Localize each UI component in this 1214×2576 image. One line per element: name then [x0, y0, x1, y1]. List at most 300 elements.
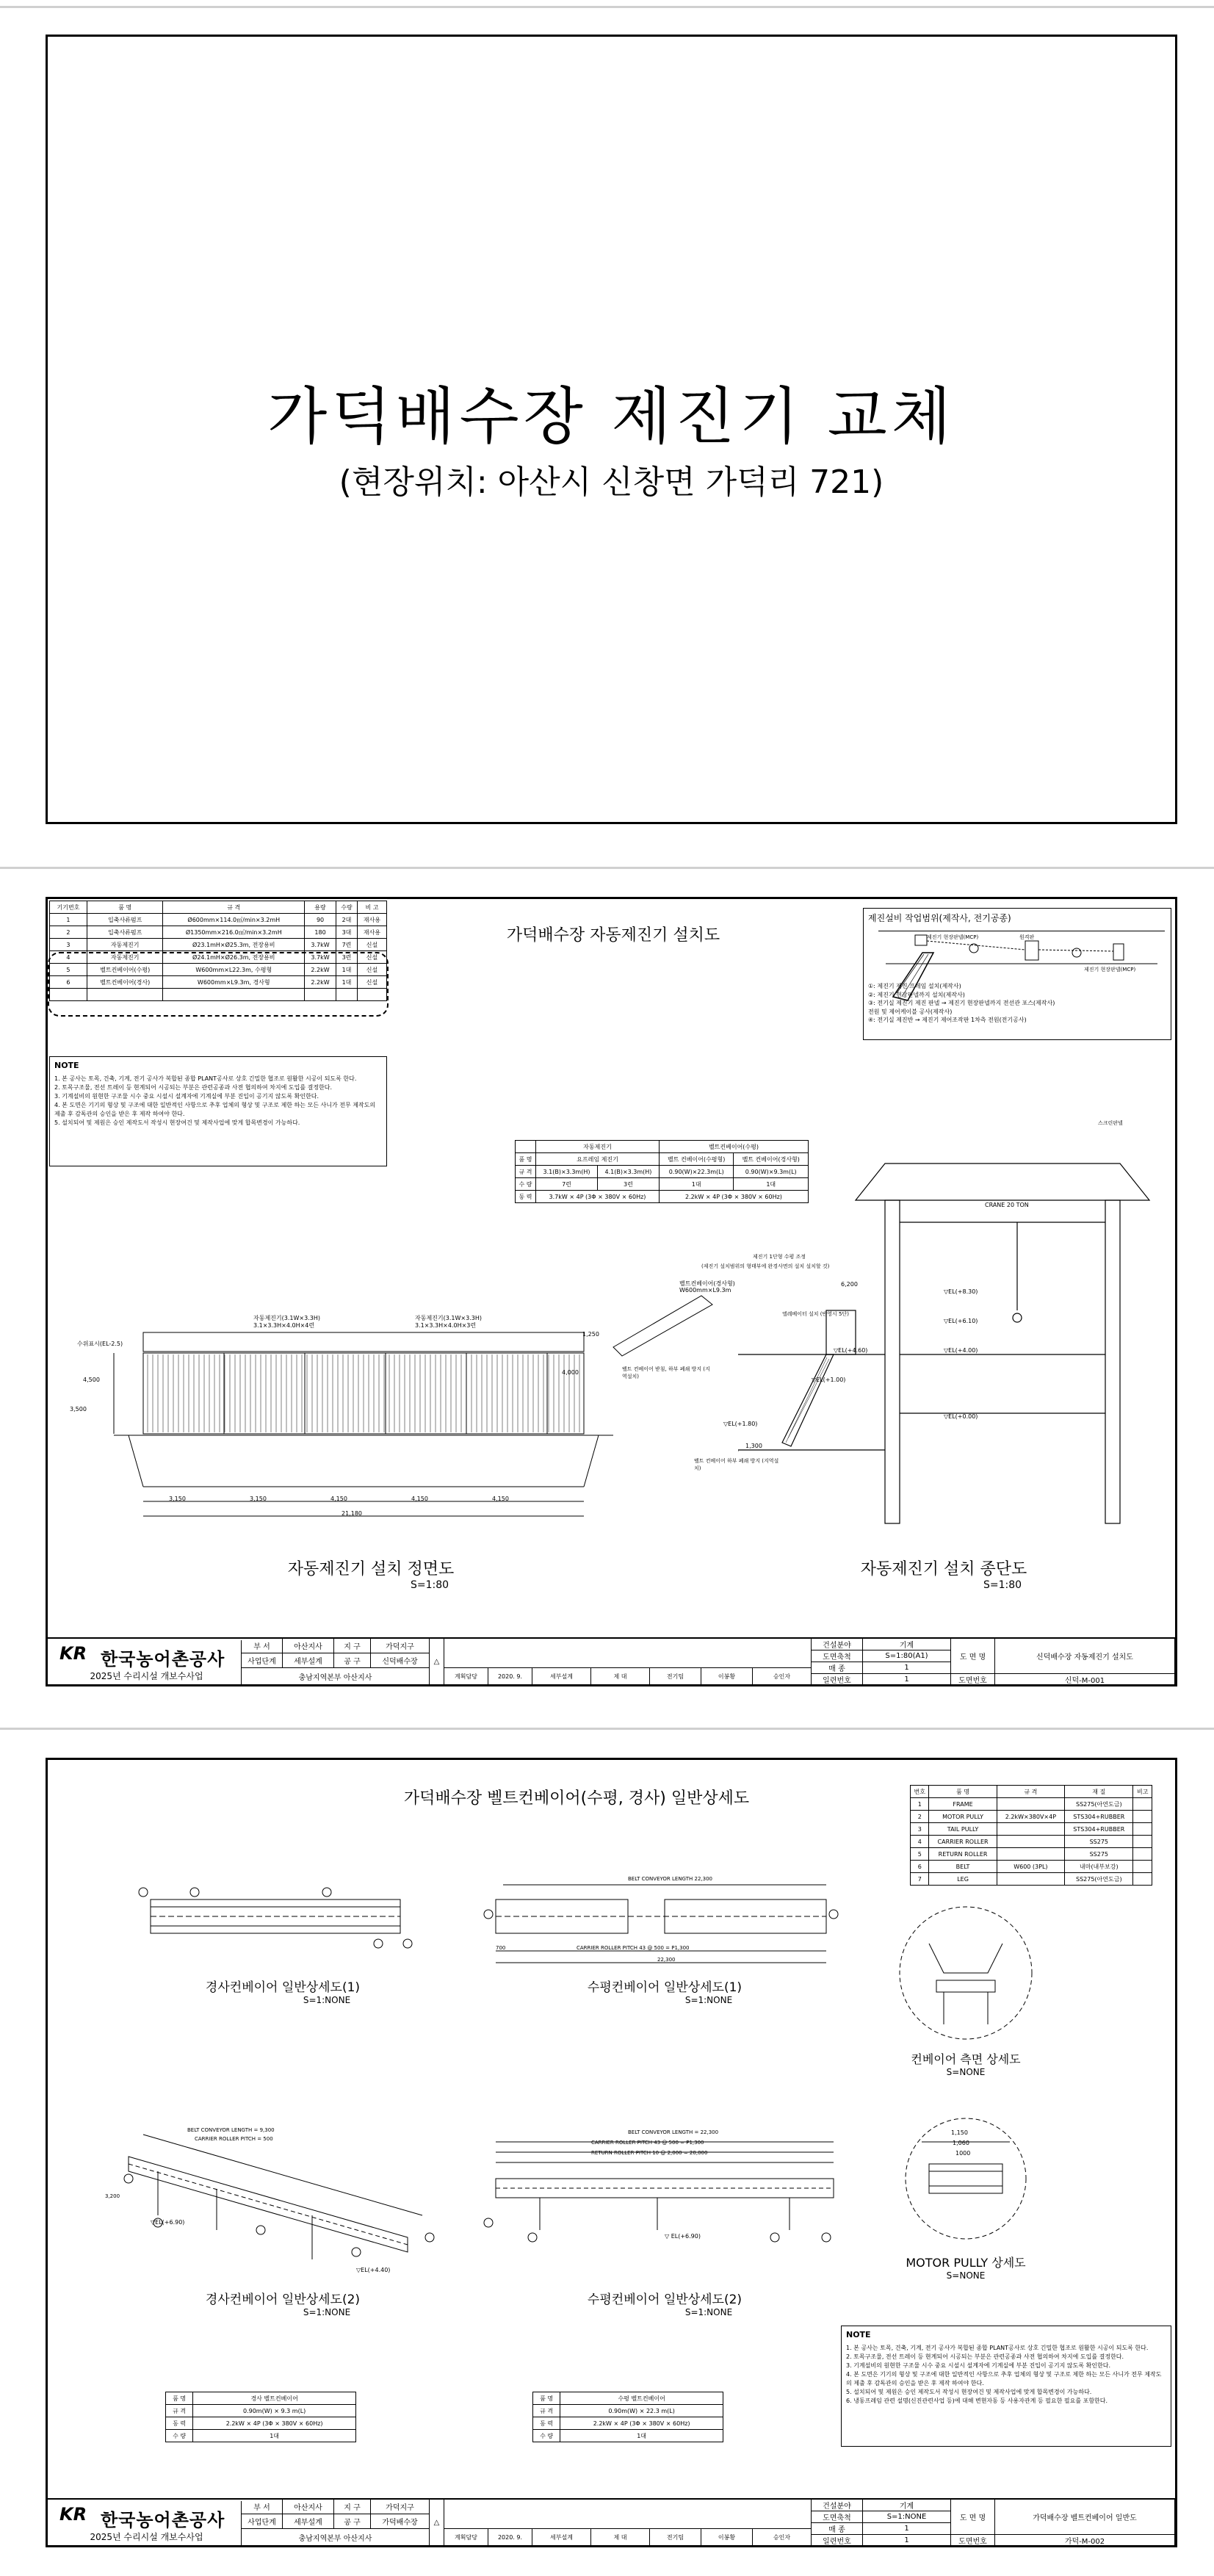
note-item: 1. 본 공사는 토목, 건축, 기계, 전기 공사가 복합된 종합 PLANT공사로 상호 긴밀한 협조로 원활한 시공이 되도록 한다. — [54, 1075, 357, 1082]
tb-cell: 아산지사 — [283, 1639, 334, 1653]
cell — [1133, 1836, 1152, 1848]
cell: 3.7kW — [305, 951, 336, 964]
table-header: 규 격 — [163, 901, 305, 914]
cell: STS304+RUBBER — [1065, 1823, 1133, 1836]
tb-cell: S=1:80(A1) — [863, 1650, 951, 1662]
tb-cell: 세부설계 — [283, 2514, 334, 2529]
cell: 6 — [50, 976, 87, 989]
note-item: 2. 토목구조물, 전선 트레이 등 현계되어 시공되는 부분은 관련공종과 사전 협의하여 차지에 도입를 결정한다. — [846, 2353, 1124, 2360]
cell: Ø600mm×114.0㎥/min×3.2mH — [163, 914, 305, 926]
cell: 입축사류펌프 — [87, 914, 163, 926]
table-row — [166, 2417, 356, 2430]
cover-sheet — [46, 35, 1177, 824]
cell — [1133, 1848, 1152, 1861]
caption-scale: S=1:NONE — [303, 1995, 351, 2005]
dim-label: 3,150 — [169, 1496, 186, 1502]
caption-title: 자동제진기 설치 종단도 — [860, 1560, 1027, 1579]
table-header: 번호 — [911, 1786, 929, 1798]
section-note: 엘레베이터 설치 (반영시 5단) — [782, 1311, 849, 1317]
cell — [997, 1848, 1064, 1861]
cell: SS275(아연도금) — [1065, 1798, 1133, 1811]
tb-cell: 가덕지구 — [371, 1639, 430, 1653]
drawing-name: 가덕배수장 벨트컨베이어 일반도 — [995, 2500, 1175, 2535]
conveyor-sheet — [46, 1758, 1177, 2547]
scope-item: ③: 전기실 제진기 제진 판넬 → 제진기 현장판넬까지 전선관 포스(제작사) — [868, 1000, 1055, 1007]
cell: SS275(아연도금) — [1065, 1873, 1133, 1886]
cell: 3.7kW × 4P (3Φ × 380V × 60Hz) — [536, 1191, 660, 1203]
cell: 1대 — [336, 976, 357, 989]
caption-title: 경사컨베이어 일반상세도(2) — [205, 2292, 361, 2307]
tb-cell: 일련번호 — [812, 1674, 863, 1686]
tb-sign: 제 대 — [591, 2529, 650, 2547]
cell: STS304+RUBBER — [1065, 1811, 1133, 1823]
cell: 동 력 — [516, 1191, 536, 1203]
dim-label: 3,150 — [250, 1496, 267, 1502]
table-row — [533, 2392, 723, 2405]
cell: 벨트 컨베이어(경사형) — [734, 1153, 809, 1166]
dim-label: CARRIER ROLLER PITCH 43 @ 500 = P1,300 — [591, 2140, 704, 2146]
new-equipment-highlight — [48, 952, 389, 1017]
cell: SS275 — [1065, 1848, 1133, 1861]
drawing-name: 신덕배수장 자동제진기 설치도 — [995, 1639, 1175, 1674]
tb-sign: 세부설계 — [532, 1668, 591, 1686]
table-header: 재 질 — [1065, 1786, 1133, 1798]
cell: 6 — [911, 1861, 929, 1873]
cell: 3대 — [336, 926, 357, 939]
cell: 1대 — [734, 1178, 809, 1191]
front-label: 벨트컨베이어(경사형) — [679, 1280, 735, 1287]
table-row — [911, 1811, 1152, 1823]
company-logo — [52, 1640, 242, 1684]
tb-cell: 세부설계 — [283, 1653, 334, 1668]
table-row — [533, 2430, 723, 2442]
note-heading: NOTE — [54, 1061, 79, 1070]
caption-scale: S=1:NONE — [684, 1995, 733, 2005]
cell: 5 — [911, 1848, 929, 1861]
note-item: 1. 본 공사는 토목, 건축, 기계, 전기 공사가 복합된 종합 PLANT공사로 상호 긴밀한 협조로 원활한 시공이 되도록 한다. — [846, 2344, 1149, 2351]
cell — [997, 1823, 1064, 1836]
dim-label: 4,150 — [330, 1496, 347, 1502]
cell: 2.2kW×380V×4P — [997, 1811, 1064, 1823]
cell: 0.90m(W) × 9.3 m(L) — [193, 2405, 356, 2417]
section-drawing — [738, 1134, 1171, 1545]
dim-label: RETURN ROLLER PITCH 10 @ 2,000 = 20,000 — [591, 2150, 708, 2156]
cell: 수 량 — [516, 1178, 536, 1191]
scope-heading: 제진설비 작업범위(제작사, 전기공종) — [868, 913, 1011, 923]
cell — [997, 1873, 1064, 1886]
cell: 3련 — [597, 1178, 659, 1191]
cell: 자동제진기 — [87, 939, 163, 951]
front-label: 자동제진기(3.1W×3.3H) — [253, 1315, 320, 1321]
dim-label: 1000 — [955, 2150, 971, 2157]
tb-date: 2020. 9. — [488, 2529, 532, 2547]
table-header: 품 명 — [929, 1786, 997, 1798]
tb-cell: 지 구 — [334, 1639, 371, 1653]
cover-subtitle: (현장위치: 아산시 신창면 가덕리 721) — [339, 463, 884, 501]
cell: LEG — [929, 1873, 997, 1886]
dim-label: 4,000 — [562, 1369, 579, 1376]
project-name: 2025년 수리시설 개보수사업 — [90, 2532, 203, 2542]
scope-item: ④: 전기실 제진반 → 제진기 제어조작판 1차측 전원(전기공사) — [868, 1017, 1027, 1024]
cell: 신설 — [357, 951, 386, 964]
kr-logo-mark: KR — [59, 1643, 87, 1664]
side-detail-drawing — [892, 1899, 1039, 2046]
cell: 자동제진기 — [87, 951, 163, 964]
level-label: ▽EL(+0.00) — [944, 1413, 978, 1420]
dim-label: CARRIER ROLLER PITCH = 500 — [195, 2136, 273, 2142]
tb-cell: 1 — [863, 1662, 951, 1674]
cell: 규 격 — [533, 2405, 560, 2417]
cell: 2 — [50, 926, 87, 939]
scope-item: ②: 제진기 현장판넬까지 설치(제작사) — [868, 991, 965, 998]
table-row — [166, 2430, 356, 2442]
cell: 7련 — [536, 1178, 598, 1191]
tb-cell: 건설분야 — [812, 2500, 863, 2511]
dim-label: 1,250 — [582, 1331, 599, 1338]
tb-sign: 세부설계 — [532, 2529, 591, 2547]
note-heading: NOTE — [846, 2330, 871, 2339]
tb-cell: 신덕배수장 — [371, 1653, 430, 1668]
company-name: 한국농어촌공사 — [101, 1649, 225, 1670]
cell — [997, 1798, 1064, 1811]
table-header: 용량 — [305, 901, 336, 914]
horz-spec-table — [532, 2392, 723, 2442]
drawing-number: 신덕-M-001 — [995, 1674, 1175, 1686]
table-header: 수량 — [336, 901, 357, 914]
caption-scale: S=NONE — [946, 2270, 986, 2281]
incl1-caption — [158, 1977, 408, 2005]
cell — [997, 1836, 1064, 1848]
tb-cell: 사업단계 — [242, 1653, 283, 1668]
cell: 2.2kW — [305, 964, 336, 976]
dim-label: 1,300 — [745, 1443, 762, 1449]
table-row — [911, 1861, 1152, 1873]
front-caption — [224, 1556, 518, 1591]
kr-logo-mark: KR — [59, 2504, 87, 2525]
cell: 품 명 — [533, 2392, 560, 2405]
caption-scale: S=1:NONE — [684, 2307, 733, 2317]
cell: 규 격 — [166, 2405, 193, 2417]
dim-label: BELT CONVEYOR LENGTH = 22,300 — [628, 2129, 719, 2135]
cell: 벨트컨베이어(경사) — [87, 976, 163, 989]
cell: 요프레임 제진기 — [536, 1153, 660, 1166]
cell: 0.90(W)×22.3m(L) — [659, 1166, 734, 1178]
cell: 180 — [305, 926, 336, 939]
tb-sign: 이봉황 — [701, 1668, 753, 1686]
note-item: 6. 냉동프레임 관련 설명(신진관련사업 등)에 대해 변현자동 등 사용자관계 등 필요한 필요를 포함한다. — [846, 2397, 1108, 2404]
cell: 2.2kW — [305, 976, 336, 989]
tb-cell: △ — [430, 2500, 444, 2547]
cell: 1대 — [659, 1178, 734, 1191]
tb-cell: 도 면 명 — [951, 2500, 995, 2535]
tb-cell: 1 — [863, 2523, 951, 2535]
front-note: 벨트 컨베이어 받침, 하부 폐쇄 방지 (지역설치) — [622, 1366, 710, 1379]
tb-cell: 1 — [863, 1674, 951, 1686]
note-box — [841, 2326, 1171, 2447]
title-block — [48, 1637, 1175, 1684]
scope-item: ①: 제진기 제진 프레임 설치(제작사) — [868, 983, 961, 989]
tb-org: 충남지역본부 아산지사 — [242, 1668, 430, 1686]
table-header: 품 명 — [87, 901, 163, 914]
caption-title: 컨베이어 측면 상세도 — [911, 2052, 1021, 2066]
cell: 벨트컨베이어(수평) — [87, 964, 163, 976]
table-row — [533, 2417, 723, 2430]
cell — [1133, 1873, 1152, 1886]
table-header: 기기번호 — [50, 901, 87, 914]
cell: FRAME — [929, 1798, 997, 1811]
table-header: 비 고 — [357, 901, 386, 914]
table-header-text: 벨트컨베이어(수평) — [708, 1143, 759, 1150]
table-row — [533, 2405, 723, 2417]
cell: 재사용 — [357, 914, 386, 926]
table-row — [911, 1873, 1152, 1886]
pully-caption — [885, 2254, 1047, 2281]
dim-label: 1,150 — [951, 2129, 968, 2136]
tb-cell: 1 — [863, 2535, 951, 2547]
company-name: 한국농어촌공사 — [101, 2510, 225, 2530]
caption-scale: S=1:80 — [410, 1579, 449, 1591]
cell: TAIL PULLY — [929, 1823, 997, 1836]
tb-cell: 도면번호 — [951, 1674, 995, 1686]
tb-cell: 도 면 명 — [951, 1639, 995, 1674]
cell: 내마(내부보강) — [1065, 1861, 1133, 1873]
scope-label: 원격판 — [1019, 934, 1035, 940]
cell: 3 — [911, 1823, 929, 1836]
tb-sign: 제 대 — [591, 1668, 650, 1686]
table-header: 비고 — [1133, 1786, 1152, 1798]
table-row — [911, 1848, 1152, 1861]
cell: 1 — [50, 914, 87, 926]
cell: 재사용 — [357, 926, 386, 939]
cell: 90 — [305, 914, 336, 926]
cell: 4.1(B)×3.3m(H) — [597, 1166, 659, 1178]
note-box — [49, 1056, 387, 1166]
level-label: ▽EL(+6.10) — [944, 1318, 978, 1324]
section-note: 스크린판넬 — [1098, 1120, 1123, 1126]
cell: 벨트 컨베이어(수평형) — [659, 1153, 734, 1166]
dim-label: 4,150 — [411, 1496, 428, 1502]
level-label: ▽EL(+1.00) — [812, 1377, 846, 1383]
cell: 3.7kW — [305, 939, 336, 951]
cell: CARRIER ROLLER — [929, 1836, 997, 1848]
cell: 동 력 — [533, 2417, 560, 2430]
caption-title: 경사컨베이어 일반상세도(1) — [205, 1980, 361, 1995]
cell: 3 — [50, 939, 87, 951]
note-item: 4. 본 도면은 기기의 형상 및 구조에 대한 일반적인 사항으로 추후 업체의 형상 및 구조로 제한 하는 모든 사니가 전무 제작도의 제출 후 감독관의 승인을 받은 후 제작 하여야 한다. — [846, 2370, 1162, 2386]
inclined-conveyor-elevation — [114, 2113, 452, 2281]
dim-label: 1,060 — [953, 2140, 969, 2146]
scope-label: 제진기 현장판넬(MCP) — [927, 934, 979, 940]
cell: BELT — [929, 1861, 997, 1873]
caption-title: MOTOR PULLY 상세도 — [906, 2256, 1026, 2270]
level-label: ▽ EL(+6.90) — [665, 2233, 701, 2240]
cell: 0.90m(W) × 22.3 m(L) — [560, 2405, 723, 2417]
cell: 동 력 — [166, 2417, 193, 2430]
caption-scale: S=NONE — [946, 2067, 986, 2077]
level-label: ▽EL(+4.00) — [944, 1347, 978, 1354]
crane-label: CRANE 20 TON — [985, 1202, 1029, 1208]
cell: 경사 벨트컨베이어 — [193, 2392, 356, 2405]
cell: 2.2kW × 4P (3Φ × 380V × 60Hz) — [193, 2417, 356, 2430]
tb-cell: 부 서 — [242, 1639, 283, 1653]
cell: 신설 — [357, 976, 386, 989]
cell: 품 명 — [516, 1153, 536, 1166]
dim-label: 4,150 — [492, 1496, 509, 1502]
tb-sign: 계획담당 — [444, 1668, 488, 1686]
incl-spec-table — [165, 2392, 356, 2442]
dim-label: 22,300 — [657, 1957, 676, 1963]
tb-sign: 전기팀 — [650, 2529, 701, 2547]
tb-sign: 승인자 — [753, 2529, 812, 2547]
cell: 1대 — [336, 964, 357, 976]
tb-cell: 기계 — [863, 2500, 951, 2511]
dim-label: 700 — [496, 1945, 506, 1951]
tb-cell: 가덕지구 — [371, 2500, 430, 2514]
cell — [1133, 1823, 1152, 1836]
cell: W600mm×L22.3m, 수평형 — [163, 964, 305, 976]
front-label: 자동제진기(3.1W×3.3H) — [415, 1315, 482, 1321]
cell: Ø1350mm×216.0㎥/min×3.2mH — [163, 926, 305, 939]
horz2-caption — [540, 2289, 790, 2317]
note-item: 2. 토목구조물, 전선 트레이 등 현계되어 시공되는 부분은 관련공종과 사전 협의하여 차지에 도입를 결정한다. — [54, 1083, 333, 1091]
incl2-caption — [158, 2289, 408, 2317]
level-label: ▽EL(+6.90) — [151, 2219, 185, 2226]
cover-title: 가덕배수장 제진기 교체 — [267, 380, 955, 452]
cell: 1대 — [193, 2430, 356, 2442]
cell — [1133, 1798, 1152, 1811]
tb-revision-area — [444, 1639, 812, 1668]
dim-label: 4,500 — [83, 1377, 100, 1383]
project-name: 2025년 수리시설 개보수사업 — [90, 1671, 203, 1681]
caption-scale: S=1:NONE — [303, 2307, 351, 2317]
cell: 수평 벨트컨베이어 — [560, 2392, 723, 2405]
level-label: ▽EL(+4.40) — [356, 2267, 391, 2273]
section-note: 벨트 컨베이어 하부 폐쇄 방지 (지역설치) — [694, 1458, 779, 1471]
tb-sign: 이봉황 — [701, 2529, 753, 2547]
tb-cell: 부 서 — [242, 2500, 283, 2514]
table-row — [50, 914, 387, 926]
sheet-title: 가덕배수장 자동제진기 설치도 — [506, 926, 720, 945]
caption-title: 수평컨베이어 일반상세도(1) — [587, 1980, 743, 1995]
tb-cell: 매 종 — [812, 1662, 863, 1674]
caption-title: 수평컨베이어 일반상세도(2) — [587, 2292, 743, 2307]
cell: 2대 — [336, 914, 357, 926]
cell: 2 — [911, 1811, 929, 1823]
inclined-conveyor-plan — [136, 1877, 430, 1958]
parts-table — [910, 1785, 1152, 1886]
page-separator — [0, 867, 1214, 869]
page-separator — [0, 6, 1214, 8]
cell — [1133, 1861, 1152, 1873]
cell: 수 량 — [533, 2430, 560, 2442]
table-row — [911, 1836, 1152, 1848]
table-row — [166, 2392, 356, 2405]
cell: 5 — [50, 964, 87, 976]
tb-cell: 도면번호 — [951, 2535, 995, 2547]
note-item: 3. 기계설비의 원현한 구조물 시수 중요 시설시 설계자에 기계실에 부분 진입이 공기지 않도록 확인한다. — [54, 1092, 319, 1100]
tb-cell: 아산지사 — [283, 2500, 334, 2514]
installation-sheet — [46, 897, 1177, 1686]
cell: 입축사류펌프 — [87, 926, 163, 939]
cell: 1대 — [560, 2430, 723, 2442]
tb-sign: 전기팀 — [650, 1668, 701, 1686]
cell: 신설 — [357, 964, 386, 976]
cell: 3련 — [336, 951, 357, 964]
tb-sign: 계획담당 — [444, 2529, 488, 2547]
table-row — [166, 2405, 356, 2417]
drawing-number: 가덕-M-002 — [995, 2535, 1175, 2547]
tb-cell: S=1:NONE — [863, 2511, 951, 2523]
note-item: 3. 기계설비의 원현한 구조물 시수 중요 시설시 설계자에 기계실에 부분 진입이 공기지 않도록 확인한다. — [846, 2362, 1111, 2369]
page-separator — [0, 1728, 1214, 1730]
cell: Ø23.1mH×Ø25.3m, 전장용비 — [163, 939, 305, 951]
dim-label: 6,200 — [841, 1281, 858, 1288]
tb-cell: 기계 — [863, 1639, 951, 1650]
tb-cell: 공 구 — [334, 2514, 371, 2529]
cell: 7련 — [336, 939, 357, 951]
note-item: 5. 설치되어 및 제원은 승인 제작도서 작성시 현장여건 및 제작사업에 맞게 합목변경이 가능하다. — [846, 2388, 1092, 2395]
side-caption — [885, 2050, 1047, 2077]
cell: 7 — [911, 1873, 929, 1886]
table-row — [911, 1823, 1152, 1836]
cell: 3.1(B)×3.3m(H) — [536, 1166, 598, 1178]
cell: 1 — [911, 1798, 929, 1811]
tb-cell: 도면축척 — [812, 2511, 863, 2523]
table-header: 자동제진기 — [536, 1141, 660, 1153]
tb-cell: 건설분야 — [812, 1639, 863, 1650]
level-label: ▽EL(+8.30) — [944, 1288, 978, 1295]
tb-cell: 도면축척 — [812, 1650, 863, 1662]
table-row — [50, 926, 387, 939]
front-label: 수위표시(EL-2.5) — [77, 1341, 123, 1347]
tb-cell: 지 구 — [334, 2500, 371, 2514]
tb-cell: 일련번호 — [812, 2535, 863, 2547]
cell: 4 — [50, 951, 87, 964]
table-header: 규 격 — [997, 1786, 1064, 1798]
cell: 수 량 — [166, 2430, 193, 2442]
cell: W600 (3PL) — [997, 1861, 1064, 1873]
cell: 2.2kW × 4P (3Φ × 380V × 60Hz) — [560, 2417, 723, 2430]
work-scope-box — [863, 908, 1171, 1040]
tb-sign: 승인자 — [753, 1668, 812, 1686]
tb-revision-area — [444, 2500, 812, 2529]
dim-label: 3,500 — [70, 1406, 87, 1413]
title-block — [48, 2498, 1175, 2545]
horz1-caption — [540, 1977, 790, 2005]
cell: 0.90(W)×9.3m(L) — [734, 1166, 809, 1178]
level-label: ▽EL(+4.60) — [834, 1347, 868, 1354]
front-label: 3.1×3.3H×4.0H×4련 — [253, 1322, 315, 1329]
dim-label: 3,200 — [105, 2193, 120, 2199]
note-item: 5. 설치되어 및 제원은 승인 제작도서 작성시 현장여건 및 제작사업에 맞게 합목변경이 가능하다. — [54, 1119, 300, 1126]
cell: 규 격 — [516, 1166, 536, 1178]
caption-title: 자동제진기 설치 정면도 — [287, 1560, 455, 1579]
dim-label: BELT CONVEYOR LENGTH 22,300 — [628, 1876, 712, 1882]
cell: W600mm×L9.3m, 경사형 — [163, 976, 305, 989]
table-row — [50, 939, 387, 951]
front-label: 3.1×3.3H×4.0H×3련 — [415, 1322, 477, 1329]
section-caption — [797, 1556, 1091, 1591]
cell — [1133, 1811, 1152, 1823]
tb-cell: 사업단계 — [242, 2514, 283, 2529]
cell: MOTOR PULLY — [929, 1811, 997, 1823]
tb-date: 2020. 9. — [488, 1668, 532, 1686]
caption-scale: S=1:80 — [983, 1579, 1022, 1591]
dim-label: BELT CONVEYOR LENGTH = 9,300 — [187, 2127, 275, 2133]
tb-cell: 매 종 — [812, 2523, 863, 2535]
cell: 2.2kW × 4P (3Φ × 380V × 60Hz) — [659, 1191, 808, 1203]
scope-item: 전원 및 제어케이블 공사(제작사) — [868, 1008, 953, 1015]
